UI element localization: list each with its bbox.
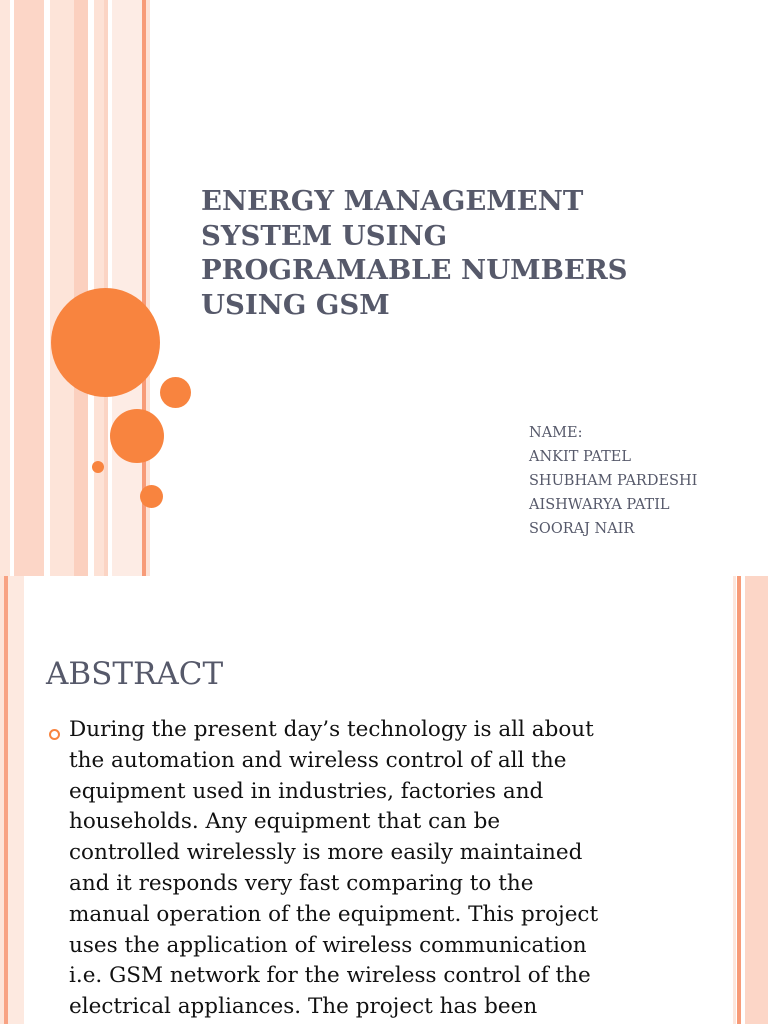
decorative-stripe [8, 576, 24, 1024]
slide-title-line: ENERGY MANAGEMENT [201, 185, 584, 217]
bullet-circle-icon [49, 729, 60, 740]
decorative-circle-large [51, 288, 160, 397]
author-name: AISHWARYA PATIL [529, 497, 670, 513]
decorative-stripe [50, 0, 74, 576]
slide-title-line: SYSTEM USING [201, 219, 448, 252]
author-list [529, 421, 697, 541]
author-name: ANKIT PATEL [529, 449, 631, 465]
slide-title-line: PROGRAMABLE NUMBERS [201, 254, 628, 286]
abstract-slide [0, 576, 768, 1024]
abstract-line: equipment used in industries, factories and [69, 778, 544, 804]
abstract-line: electrical appliances. The project has been [69, 994, 538, 1020]
abstract-line: households. Any equipment that can be [69, 809, 501, 835]
decorative-stripe [733, 576, 736, 1024]
decorative-stripe [74, 0, 88, 576]
abstract-paragraph [69, 715, 669, 1023]
author-list-label: NAME: [529, 425, 583, 441]
decorative-circle-medium [110, 409, 164, 463]
abstract-line: i.e. GSM network for the wireless control of the [69, 963, 591, 989]
abstract-line: manual operation of the equipment. This project [69, 901, 599, 927]
abstract-line: controlled wirelessly is more easily maintained [69, 840, 583, 866]
decorative-circle-tiny [92, 461, 104, 473]
author-name: SHUBHAM PARDESHI [529, 473, 698, 489]
abstract-line: uses the application of wireless communication [69, 932, 587, 958]
slide-title [201, 184, 701, 322]
abstract-line: and it responds very fast comparing to the [69, 870, 534, 896]
decorative-stripe [112, 0, 142, 576]
decorative-circle-small [160, 377, 191, 408]
slide-title-line: USING GSM [201, 288, 390, 321]
abstract-line: During the present day’s technology is all about [69, 717, 594, 742]
decorative-circle-small [140, 485, 163, 508]
abstract-line: the automation and wireless control of all the [69, 747, 567, 773]
decorative-stripe [14, 0, 44, 576]
decorative-stripe [0, 0, 10, 576]
abstract-heading: ABSTRACT [46, 656, 224, 692]
author-name: SOORAJ NAIR [529, 521, 635, 537]
decorative-stripe [745, 576, 768, 1024]
